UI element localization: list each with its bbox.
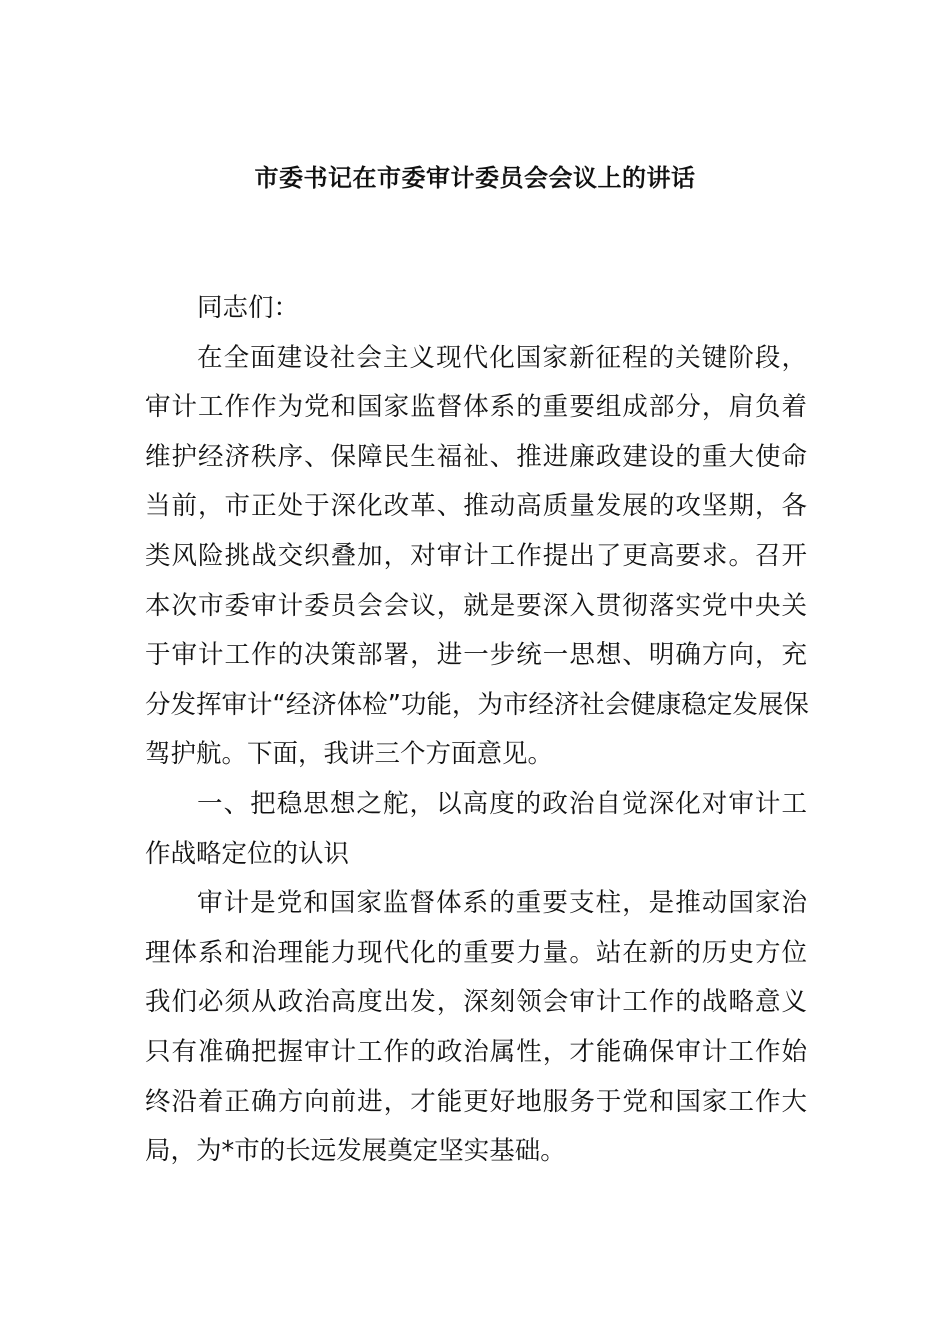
paragraph-line: 分发挥审计“经济体检”功能，为市经济社会健康稳定发展保 <box>145 689 809 720</box>
document-body <box>145 284 807 1177</box>
paragraph-line: 当前，市正处于深化改革、推动高质量发展的攻坚期，各 <box>145 491 807 522</box>
paragraph-line: 本次市委审计委员会会议，就是要深入贯彻落实党中央关 <box>145 590 807 621</box>
paragraph-line: 同志们： <box>197 293 300 323</box>
paragraph-line: 终沿着正确方向前进，才能更好地服务于党和国家工作大 <box>145 1086 807 1117</box>
paragraph-line: 类风险挑战交织叠加，对审计工作提出了更高要求。召开 <box>145 540 807 571</box>
paragraph-line: 作战略定位的认识 <box>145 838 350 869</box>
paragraph-line: 驾护航。下面，我讲三个方面意见。 <box>145 739 554 770</box>
document-title: 市委书记在市委审计委员会会议上的讲话 <box>254 164 696 192</box>
paragraph-line: 只有准确把握审计工作的政治属性，才能确保审计工作始 <box>145 1036 807 1067</box>
paragraph-line: 我们必须从政治高度出发，深刻领会审计工作的战略意义 <box>145 987 807 1018</box>
paragraph-line: 审计是党和国家监督体系的重要支柱，是推动国家治 <box>197 888 807 919</box>
paragraph-line: 于审计工作的决策部署，进一步统一思想、明确方向，充 <box>145 640 807 671</box>
paragraph-line: 理体系和治理能力现代化的重要力量。站在新的历史方位 <box>145 937 807 968</box>
paragraph-line: 局，为*市的长远发展奠定坚实基础。 <box>145 1136 566 1167</box>
paragraph-line: 维护经济秩序、保障民生福祉、推进廉政建设的重大使命 <box>145 441 807 472</box>
paragraph-line: 在全面建设社会主义现代化国家新征程的关键阶段， <box>197 342 807 373</box>
paragraph-line: 审计工作作为党和国家监督体系的重要组成部分，肩负着 <box>145 392 807 423</box>
paragraph-line: 一、把稳思想之舵，以高度的政治自觉深化对审计工 <box>197 788 807 819</box>
